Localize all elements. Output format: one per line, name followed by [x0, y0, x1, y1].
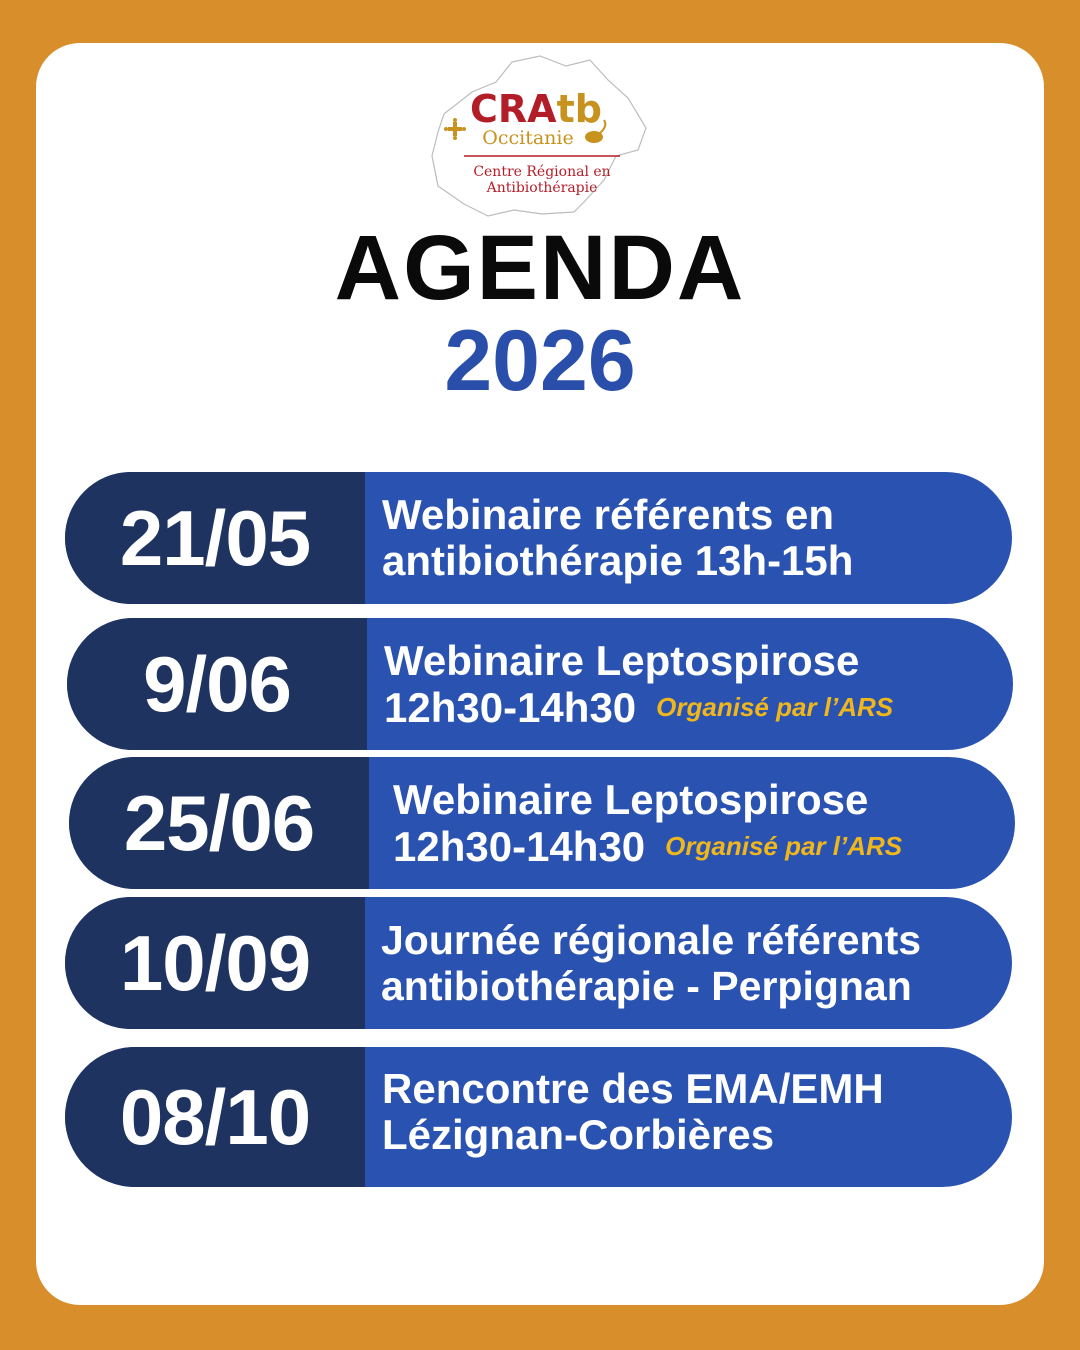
- occitan-cross-icon: [444, 118, 466, 140]
- event-description: [367, 618, 1013, 750]
- event-title: Journée régionale référents: [381, 917, 922, 963]
- event-description: [369, 757, 1015, 889]
- event-description: [365, 897, 1012, 1029]
- event-organizer-note: Organisé par l’ARS: [656, 691, 894, 722]
- event-detail: Lézignan-Corbières: [382, 1111, 775, 1158]
- event-detail: 12h30-14h30: [393, 822, 646, 870]
- event-title: Webinaire référents en: [382, 491, 835, 538]
- event-title: Webinaire Leptospirose: [384, 636, 860, 684]
- event-row: [65, 472, 1012, 604]
- event-detail: antibiothérapie - Perpignan: [381, 963, 912, 1009]
- page-year: 2026: [444, 313, 636, 409]
- event-row: [67, 618, 1013, 750]
- logo-subtitle-line1: Centre Régional en: [473, 164, 611, 180]
- event-date: 21/05: [65, 472, 365, 604]
- event-detail: antibiothérapie 13h-15h: [382, 537, 854, 584]
- event-description: [365, 1047, 1012, 1187]
- event-title: Rencontre des EMA/EMH: [382, 1065, 884, 1112]
- cratb-occitanie-logo: [424, 52, 660, 222]
- svg-text:CRAtb: [470, 87, 602, 131]
- event-date: 10/09: [65, 897, 365, 1029]
- event-organizer-note: Organisé par l’ARS: [665, 830, 903, 861]
- event-row: [65, 897, 1012, 1029]
- event-row: [69, 757, 1015, 889]
- logo-brand-tb: tb: [556, 87, 602, 131]
- event-detail: 12h30-14h30: [384, 683, 637, 731]
- event-date: 08/10: [65, 1047, 365, 1187]
- event-description: [365, 472, 1012, 604]
- logo-brand-cra: CRA: [470, 87, 557, 131]
- event-title: Webinaire Leptospirose: [393, 775, 869, 823]
- logo-region: Occitanie: [482, 127, 574, 149]
- page-title: AGENDA: [334, 217, 746, 319]
- event-row: [65, 1047, 1012, 1187]
- logo-subtitle-line2: Antibiothérapie: [486, 180, 598, 196]
- event-date: 25/06: [69, 757, 369, 889]
- event-date: 9/06: [67, 618, 367, 750]
